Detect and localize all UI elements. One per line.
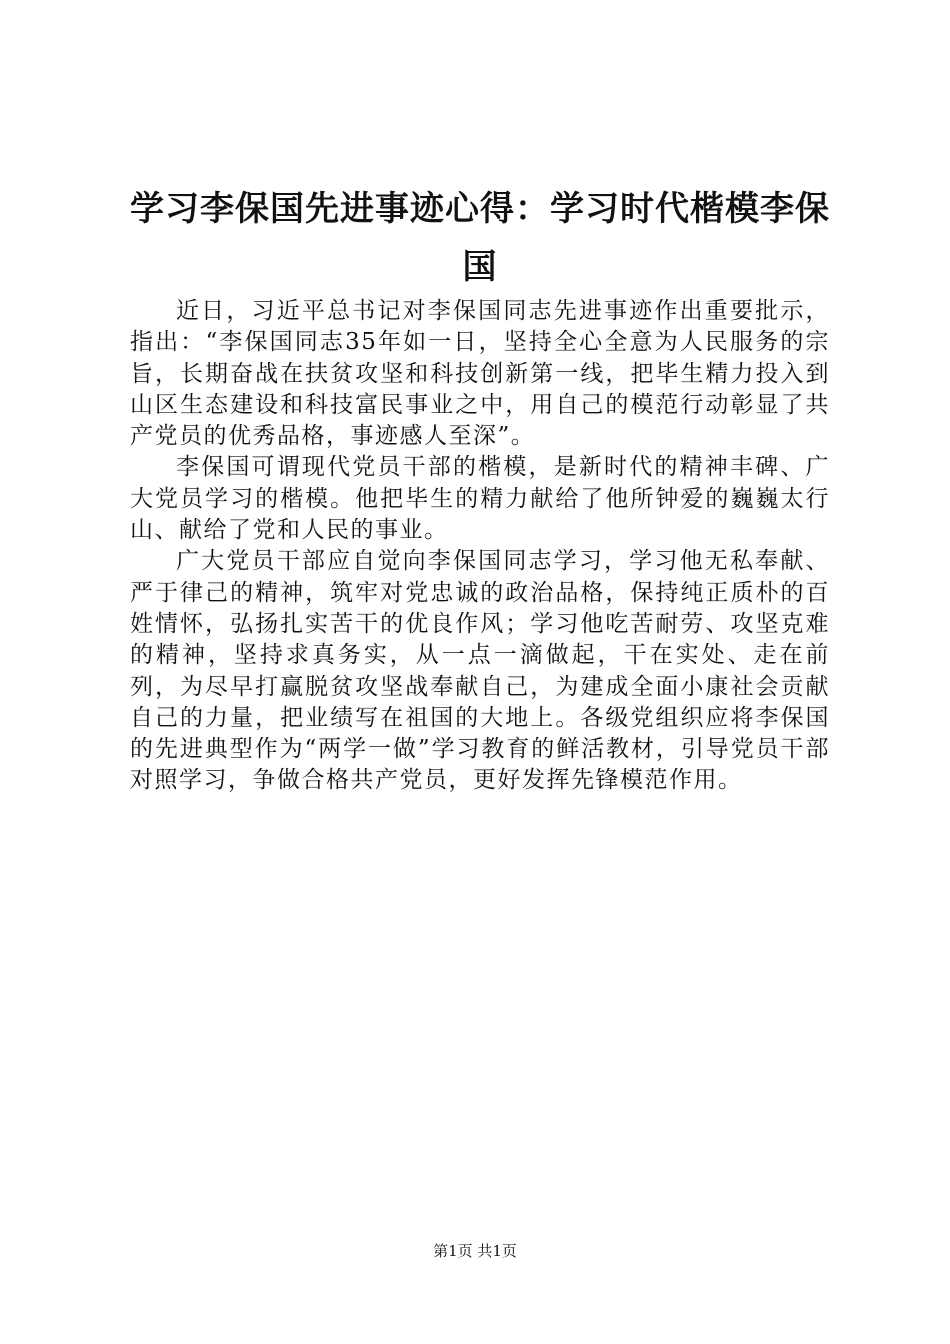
paragraph-1: 近日，习近平总书记对李保国同志先进事迹作出重要批示，指出：“李保国同志35年如一日，坚持全心全意为人民服务的宗旨，长期奋战在扶贫攻坚和科技创新第一线，把毕生精力投入到山区生态建设和科技富民事业之中，用自己的模范行动彰显了共产党员的优秀品格，事迹感人至深”。 xyxy=(130,298,830,450)
document-title: 学习李保国先进事迹心得：学习时代楷模李保国 xyxy=(130,189,830,287)
paragraph-3: 广大党员干部应自觉向李保国同志学习，学习他无私奉献、严于律己的精神，筑牢对党忠诚的政治品格，保持纯正质朴的百姓情怀，弘扬扎实苦干的优良作风；学习他吃苦耐劳、攻坚克难的精神，坚持求真务实，从一点一滴做起，干在实处、走在前列，为尽早打赢脱贫攻坚战奉献自己，为建成全面小康社会贡献自己的力量，把业绩写在祖国的大地上。各级党组织应将李保国的先进典型作为“两学一做”学习教育的鲜活教材，引导党员干部对照学习，争做合格共产党员，更好发挥先锋模范作用。 xyxy=(130,548,830,794)
page-footer: 第1页 共1页 xyxy=(433,1242,517,1260)
document-body xyxy=(130,296,830,797)
paragraph-2: 李保国可谓现代党员干部的楷模，是新时代的精神丰碑、广大党员学习的楷模。他把毕生的精力献给了他所钟爱的巍巍太行山、献给了党和人民的事业。 xyxy=(130,454,830,544)
